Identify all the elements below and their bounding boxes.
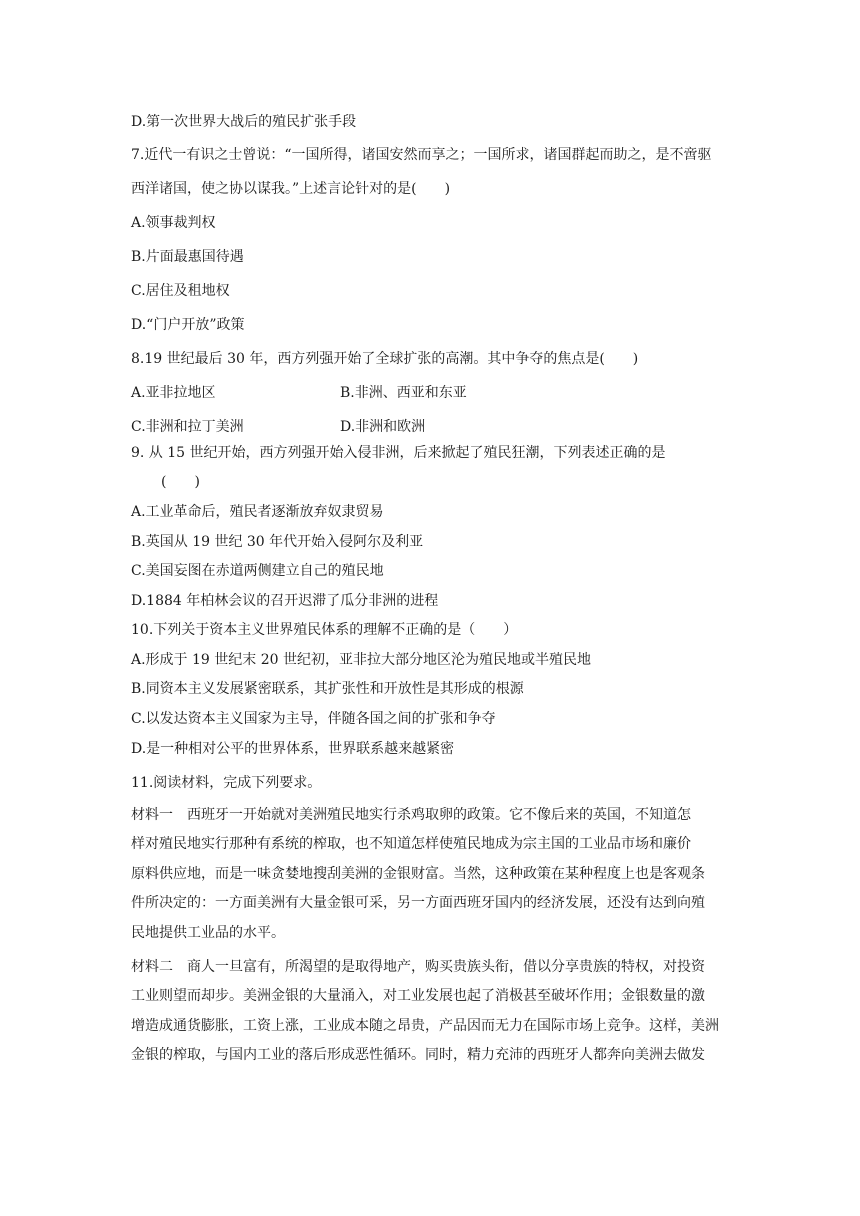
q8-option-a: A.亚非拉地区 <box>131 385 216 401</box>
q10-stem: 10.下列关于资本主义世界殖民体系的理解不正确的是（ ） <box>131 622 518 638</box>
material-2-line4: 金银的榨取，与国内工业的落后形成恶性循环。同时，精力充沛的西班牙人都奔向美洲去做发 <box>131 1047 705 1063</box>
q9-option-c: C.美国妄图在赤道两侧建立自己的殖民地 <box>131 563 384 579</box>
q10-option-d: D.是一种相对公平的世界体系，世界联系越来越紧密 <box>131 741 455 757</box>
material-2-line1: 材料二 商人一旦富有，所渴望的是取得地产，购买贵族头衔，借以分享贵族的特权，对投资 <box>131 959 705 975</box>
q9-stem-line1: 9. 从 15 世纪开始，西方列强开始入侵非洲，后来掀起了殖民狂潮，下列表述正确的是 <box>131 445 666 461</box>
q7-stem-line1: 7.近代一有识之士曾说：“一国所得，诸国安然而享之；一国所求，诸国群起而助之，是不啻驱 <box>131 147 712 163</box>
material-1-line2: 样对殖民地实行那种有系统的榨取，也不知道怎样使殖民地成为宗主国的工业品市场和廉价 <box>131 836 691 852</box>
q7-option-c: C.居住及租地权 <box>131 283 230 299</box>
q6-option-d: D.第一次世界大战后的殖民扩张手段 <box>131 114 357 130</box>
q7-stem-line2: 西洋诸国，使之协以谋我。”上述言论针对的是( ) <box>131 181 451 197</box>
q9-option-d: D.1884 年柏林会议的召开迟滞了瓜分非洲的进程 <box>131 593 439 609</box>
material-1-line4: 件所决定的：一方面美洲有大量金银可采，另一方面西班牙国内的经济发展，还没有达到向殖 <box>131 895 705 911</box>
q10-option-a: A.形成于 19 世纪末 20 世纪初，亚非拉大部分地区沦为殖民地或半殖民地 <box>131 652 591 668</box>
q10-option-b: B.同资本主义发展紧密联系，其扩张性和开放性是其形成的根源 <box>131 681 524 697</box>
q9-option-a: A.工业革命后，殖民者逐渐放弃奴隶贸易 <box>131 504 384 520</box>
material-2-line3: 增造成通货膨胀，工资上涨，工业成本随之昂贵，产品因而无力在国际市场上竞争。这样，美洲 <box>131 1018 719 1034</box>
material-1-line1: 材料一 西班牙一开始就对美洲殖民地实行杀鸡取卵的政策。它不像后来的英国，不知道怎 <box>131 807 691 823</box>
q7-option-b: B.片面最惠国待遇 <box>131 249 244 265</box>
q9-stem-paren: ( ) <box>161 474 200 490</box>
q8-option-c: C.非洲和拉丁美洲 <box>131 419 244 435</box>
q9-option-b: B.英国从 19 世纪 30 年代开始入侵阿尔及利亚 <box>131 534 424 550</box>
q8-option-d: D.非洲和欧洲 <box>340 419 426 435</box>
material-1-line3: 原料供应地，而是一味贪婪地搜刮美洲的金银财富。当然，这种政策在某种程度上也是客观条 <box>131 866 705 882</box>
q10-option-c: C.以发达资本主义国家为主导，伴随各国之间的扩张和争夺 <box>131 711 496 727</box>
q11-stem: 11.阅读材料，完成下列要求。 <box>131 775 322 791</box>
q8-option-b: B.非洲、西亚和东亚 <box>340 385 467 401</box>
material-1-line5: 民地提供工业品的水平。 <box>131 925 285 941</box>
q8-stem: 8.19 世纪最后 30 年，西方列强开始了全球扩张的高潮。其中争夺的焦点是( ) <box>131 351 639 367</box>
q7-option-d: D.“门户开放”政策 <box>131 317 245 333</box>
q7-option-a: A.领事裁判权 <box>131 215 216 231</box>
material-2-line2: 工业则望而却步。美洲金银的大量涌入，对工业发展也起了消极甚至破坏作用；金银数量的激 <box>131 988 705 1004</box>
